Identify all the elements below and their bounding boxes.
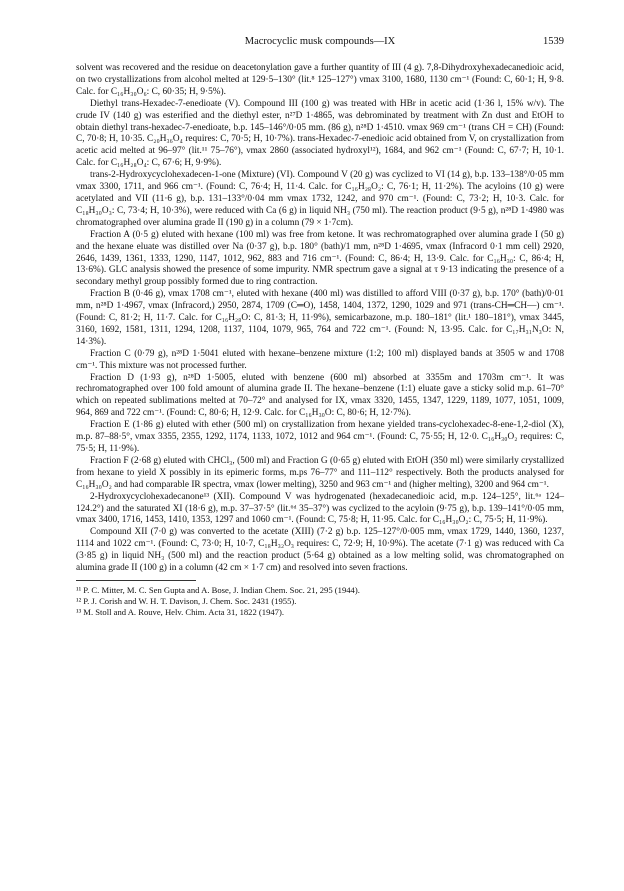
running-header bbox=[76, 36, 564, 47]
page-number: 1539 bbox=[543, 36, 564, 47]
paragraph: Fraction A (0·5 g) eluted with hexane (100 ml) was free from ketone. It was rechromatographed over alumina grade I (50 g) and the hexane eluate was distilled over Na (0·37 g), b.p. 180° (bath)/1 mm, n²⁸D 1·4695, νmax (Infracord 0·1 mm cell) 2920, 2646, 1439, 1361, 1333, 1290, 1147, 1012, 962, 883 and 716 cm⁻¹. (Found: C, 86·4; H, 13·9. Calc. for C₁₆H₃₀: C, 86·4; H, 13·6%). GLC analysis showed the presence of some impurity. NMR spectrum gave a signal at τ 9·13 indicating the presence of a secondary methyl group possibly formed due to ring contraction. bbox=[76, 229, 564, 288]
footnotes bbox=[76, 585, 564, 618]
footnote: ¹³ M. Stoll and A. Rouve, Helv. Chim. Acta 31, 1822 (1947). bbox=[76, 606, 284, 617]
paragraph: 2-Hydroxycyclohexadecanone¹³ (XII). Compound V was hydrogenated (hexadecanedioic acid, m.p. 124–125°, lit.⁶ᵃ 124–124.2°) and the saturated XI (18·6 g), m.p. 37–37·5° (lit.⁶ᵈ 35–37°) was cyclized to the acyloin (9·75 g), b.p. 139–141°/0·05 mm, νmax 3400, 1716, 1453, 1410, 1353, 1297 and 1060 cm⁻¹. (Found: C, 75·8; H, 11·95. Calc. for C₁₆H₃₀O₂: C, 75·5; H, 11·9%). bbox=[76, 491, 564, 526]
paragraph: Fraction B (0·46 g), νmax 1708 cm⁻¹, eluted with hexane (400 ml) was distilled to afford VIII (0·37 g), b.p. 170° (bath)/0·01 mm, n²⁸D 1·4967, νmax (Infracord,) 2950, 2874, 1709 (C═O), 1458, 1404, 1372, 1290, 1029 and 971 (trans-CH═CH—) cm⁻¹. (Found: C, 81·2; H, 11·7. Calc. for C₁₆H₂₈O: C, 81·3; H, 11·9%), semicarbazone, m.p. 180–181° (lit.¹ 180–181°), νmax 3445, 3160, 1692, 1581, 1311, 1294, 1208, 1137, 1104, 1079, 965, 764 and 722 cm⁻¹. (Found: N, 13·95. Calc. for C₁₇H₃₁N₃O: N, 14·3%). bbox=[76, 289, 564, 347]
running-title: Macrocyclic musk compounds—IX bbox=[244, 36, 396, 47]
paragraph: solvent was recovered and the residue on deacetonylation gave a further quantity of III (4 g). 7,8-Dihydroxyhexadecanedioic acid, on two crystallizations from alcohol melted at 129·5–130° (lit.⁸ 125–127°) νmax 3100, 1680, 1130 cm⁻¹ (Found: C, 60·1; H, 9·8. Calc. for C₁₆H₃₀O₆: C, 60·35; H, 9·5%). bbox=[76, 63, 564, 97]
paragraph: Fraction D (1·93 g), n²⁸D 1·5005, eluted with benzene (600 ml) absorbed at 3355m and 1703m cm⁻¹. It was rechromatographed over 100 fold amount of alumina grade II. The hexane–benzene (1:1) eluate gave a sticky solid m.p. 61–70° which on repeated sublimations melted at 70–72° and analysed for IX, νmax 3320, 1455, 1347, 1229, 1189, 1077, 1051, 1009, 964, 869 and 722 cm⁻¹. (Found: C, 80·6; H, 12·9. Calc. for C₁₆H₃₀O: C, 80·6; H, 12·7%). bbox=[76, 372, 564, 419]
body-text bbox=[76, 63, 564, 575]
paragraph: Fraction C (0·79 g), n²⁸D 1·5041 eluted with hexane–benzene mixture (1:2; 100 ml) displayed bands at 3505 w and 1708 cm⁻¹. This mixture was not processed further. bbox=[76, 348, 564, 371]
paragraph: Diethyl trans-Hexadec-7-enedioate (V). Compound III (100 g) was treated with HBr in acetic acid (1·36 l, 15% w/v). The crude IV (140 g) was esterified and the diethyl ester, n²⁷D 1·4865, was debrominated by treatment with Zn dust and EtOH to obtain diethyl trans-hexadec-7-enedioate, b.p. 145–146°/0·05 mm. (86 g), n²⁸D 1·4510. νmax 969 cm⁻¹ (trans CH = CH) (Found: C, 70·8; H, 10·35. C₂₀H₃₆O₄ requires: C, 70·5; H, 10·7%). trans-Hexadec-7-enedioic acid obtained from V, on crystallization from acetic acid melted at 96–97° (lit.¹¹ 75–76°), νmax 2860 (associated hydroxyl¹²), 1684, and 962 cm⁻¹ (Found: C, 67·7; H, 10·1. Calc. for C₁₆H₂₈O₄: C, 67·6; H, 9·9%). bbox=[76, 98, 564, 169]
footnote-divider bbox=[76, 580, 196, 581]
paragraph: Fraction F (2·68 g) eluted with CHCl₃, (500 ml) and Fraction G (0·65 g) eluted with EtOH (350 ml) were similarly crystallized from hexane to yield X possibly in its epimeric forms, m.ps 76–77° and 111–112° respectively. Both the products analysed for C₁₆H₃₀O₂ and had comparable IR spectra, νmax (lower melting), 3250 and 963 cm⁻¹ and (higher melting), 3200 and 964 cm⁻¹. bbox=[76, 455, 564, 490]
footnote: ¹² P. J. Corish and W. H. T. Davison, J. Chem. Soc. 2431 (1955). bbox=[76, 595, 297, 606]
paragraph: trans-2-Hydroxycyclohexadecen-1-one (Mixture) (VI). Compound V (20 g) was cyclized to VI (14 g), b.p. 133–138°/0·05 mm νmax 3300, 1711, and 966 cm⁻¹. (Found: C, 76·4; H, 11·4. Calc. for C₁₆H₂₈O₂: C, 76·1; H, 11·2%). The acyloins (10 g) were acetylated and VII (11·6 g), b.p. 131–133°/0·04 mm νmax 1732, 1242, and 970 cm⁻¹. (Found: C, 73·2; H, 10·3. Calc. for C₁₈H₃₀O₃: C, 73·4; H, 10·3%), were reduced with Ca (6 g) in liquid NH₃ (750 ml). The reaction product (9·5 g), n²⁸D 1·4980 was chromatographed over alumina grade II (190 g) in a column (79 × 1·7cm). bbox=[76, 170, 564, 228]
footnote: ¹¹ P. C. Mitter, M. C. Sen Gupta and A. Bose, J. Indian Chem. Soc. 21, 295 (1944). bbox=[76, 584, 360, 595]
paragraph: Compound XII (7·0 g) was converted to the acetate (XIII) (7·2 g) b.p. 125–127°/0·005 mm, νmax 1729, 1440, 1360, 1237, 1114 and 1022 cm⁻¹. (Found: C, 73·0; H, 10·7, C₁₈H₃₂O₃ requires: C, 72·9; H, 10·9%). The acetate (7·1 g) was reduced with Ca (3·85 g) in liquid NH₃ (500 ml) and the reaction product (5·64 g) obtained as a low melting solid, was chromatographed on alumina grade II (100 g) in a column (42 cm × 1·7 cm) and resolved into seven fractions. bbox=[76, 527, 564, 574]
paragraph: Fraction E (1·86 g) eluted with ether (500 ml) on crystallization from hexane yielded trans-cyclohexadec-8-ene-1,2-diol (X), m.p. 87–88·5°, νmax 3355, 2355, 1292, 1174, 1133, 1072, 1012 and 964 cm⁻¹. (Found: C, 75·55; H, 12·0. C₁₆H₃₀O₂ requires: C, 75·5; H, 11·9%). bbox=[76, 420, 564, 454]
